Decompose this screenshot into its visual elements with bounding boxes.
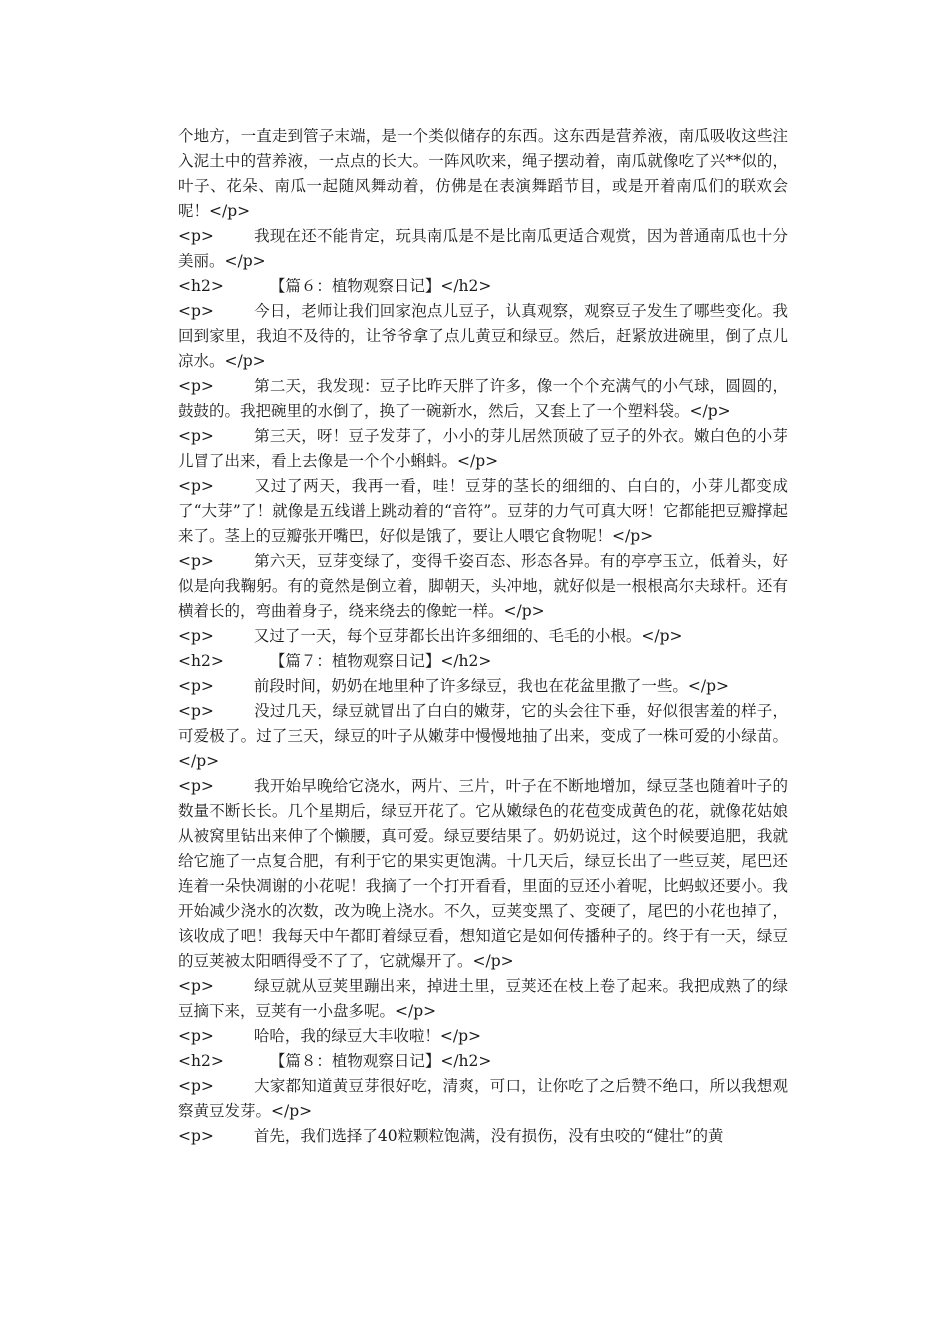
p-tag: <p> [178, 1077, 214, 1095]
h2-tag: <h2> [178, 652, 224, 670]
paragraph [178, 674, 788, 699]
paragraph-text: 第三天，呀！豆子发芽了，小小的芽儿居然顶破了豆子的外衣。嫩白色的小芽儿冒了出来，看上去像是一个个小蝌蚪。</p> [178, 427, 788, 470]
paragraph-text: 哈哈，我的绿豆大丰收啦！</p> [253, 1027, 482, 1045]
paragraph [178, 1024, 788, 1049]
paragraph [178, 549, 788, 624]
p-tag: <p> [178, 777, 214, 795]
paragraph [178, 224, 788, 274]
p-tag: <p> [178, 552, 214, 570]
heading-text: 【篇７：植物观察日记】</h2> [269, 652, 492, 670]
p-tag: <p> [178, 377, 214, 395]
paragraph [178, 474, 788, 549]
p-tag: <p> [178, 677, 214, 695]
p-tag: <p> [178, 977, 214, 995]
paragraph [178, 974, 788, 1024]
paragraph-text: 又过了两天，我再一看，哇！豆芽的茎长的细细的、白白的，小芽儿都变成了“大芽”了！就像是五线谱上跳动着的“音符”。豆芽的力气可真大呀！它都能把豆瓣撑起来了。茎上的豆瓣张开嘴巴，好似是饿了，要让人喂它食物呢！</p> [178, 477, 788, 545]
paragraph-text: 个地方，一直走到管子末端，是一个类似储存的东西。这东西是营养液，南瓜吸收这些注入泥土中的营养液，一点点的长大。一阵风吹来，绳子摆动着，南瓜就像吃了兴**似的，叶子、花朵、南瓜一起随风舞动着，仿佛是在表演舞蹈节目，或是开着南瓜们的联欢会呢！</p> [178, 127, 788, 220]
paragraph-text: 大家都知道黄豆芽很好吃，清爽，可口，让你吃了之后赞不绝口，所以我想观察黄豆发芽。</p> [178, 1077, 788, 1120]
heading-chapter-8 [178, 1049, 788, 1074]
paragraph-text: 第二天，我发现：豆子比昨天胖了许多，像一个个充满气的小气球，圆圆的，鼓鼓的。我把碗里的水倒了，换了一碗新水，然后，又套上了一个塑料袋。</p> [178, 377, 788, 420]
paragraph-text: 前段时间，奶奶在地里种了许多绿豆，我也在花盆里撒了一些。</p> [253, 677, 730, 695]
paragraph [178, 1074, 788, 1124]
document-page [178, 124, 788, 1149]
p-tag: <p> [178, 227, 214, 245]
paragraph-text: 首先，我们选择了40粒颗粒饱满，没有损伤，没有虫咬的“健壮”的黄 [253, 1127, 724, 1145]
p-tag: <p> [178, 427, 214, 445]
paragraph-text: 又过了一天，每个豆芽都长出许多细细的、毛毛的小根。</p> [253, 627, 683, 645]
paragraph [178, 699, 788, 774]
heading-text: 【篇８：植物观察日记】</h2> [269, 1052, 492, 1070]
paragraph-text: 第六天，豆芽变绿了，变得千姿百态、形态各异。有的亭亭玉立，低着头，好似是向我鞠躬。有的竟然是倒立着，脚朝天，头冲地，就好似是一根根高尔夫球杆。还有横着长的，弯曲着身子，绕来绕去的像蛇一样。</p> [178, 552, 788, 620]
paragraph [178, 1124, 788, 1149]
paragraph-continued [178, 124, 788, 224]
p-tag: <p> [178, 1027, 214, 1045]
paragraph-text: 我现在还不能肯定，玩具南瓜是不是比南瓜更适合观赏，因为普通南瓜也十分美丽。</p> [178, 227, 788, 270]
paragraph-text: 我开始早晚给它浇水，两片、三片，叶子在不断地增加，绿豆茎也随着叶子的数量不断长长。几个星期后，绿豆开花了。它从嫩绿色的花苞变成黄色的花，就像花姑娘从被窝里钻出来伸了个懒腰，真可爱。绿豆要结果了。奶奶说过，这个时候要追肥，我就给它施了一点复合肥，有利于它的果实更饱满。十几天后，绿豆长出了一些豆荚，尾巴还连着一朵快凋谢的小花呢！我摘了一个打开看看，里面的豆还小着呢，比蚂蚁还要小。我开始减少浇水的次数，改为晚上浇水。不久，豆荚变黑了、变硬了，尾巴的小花也掉了，该收成了吧！我每天中午都盯着绿豆看，想知道它是如何传播种子的。终于有一天，绿豆的豆荚被太阳晒得受不了了，它就爆开了。</p> [178, 777, 788, 970]
paragraph-text: 绿豆就从豆荚里蹦出来，掉进土里，豆荚还在枝上卷了起来。我把成熟了的绿豆摘下来，豆荚有一小盘多呢。</p> [178, 977, 788, 1020]
h2-tag: <h2> [178, 277, 224, 295]
paragraph [178, 299, 788, 374]
paragraph [178, 774, 788, 974]
paragraph-text: 没过几天，绿豆就冒出了白白的嫩芽，它的头会往下垂，好似很害羞的样子，可爱极了。过了三天，绿豆的叶子从嫩芽中慢慢地抽了出来，变成了一株可爱的小绿苗。</p> [178, 702, 788, 770]
heading-chapter-6 [178, 274, 788, 299]
paragraph [178, 624, 788, 649]
p-tag: <p> [178, 477, 214, 495]
p-tag: <p> [178, 702, 214, 720]
p-tag: <p> [178, 302, 214, 320]
paragraph [178, 374, 788, 424]
p-tag: <p> [178, 1127, 214, 1145]
paragraph-text: 今日，老师让我们回家泡点儿豆子，认真观察，观察豆子发生了哪些变化。我回到家里，我迫不及待的，让爷爷拿了点儿黄豆和绿豆。然后，赶紧放进碗里，倒了点儿凉水。</p> [178, 302, 788, 370]
h2-tag: <h2> [178, 1052, 224, 1070]
p-tag: <p> [178, 627, 214, 645]
heading-text: 【篇６：植物观察日记】</h2> [269, 277, 492, 295]
heading-chapter-7 [178, 649, 788, 674]
paragraph [178, 424, 788, 474]
